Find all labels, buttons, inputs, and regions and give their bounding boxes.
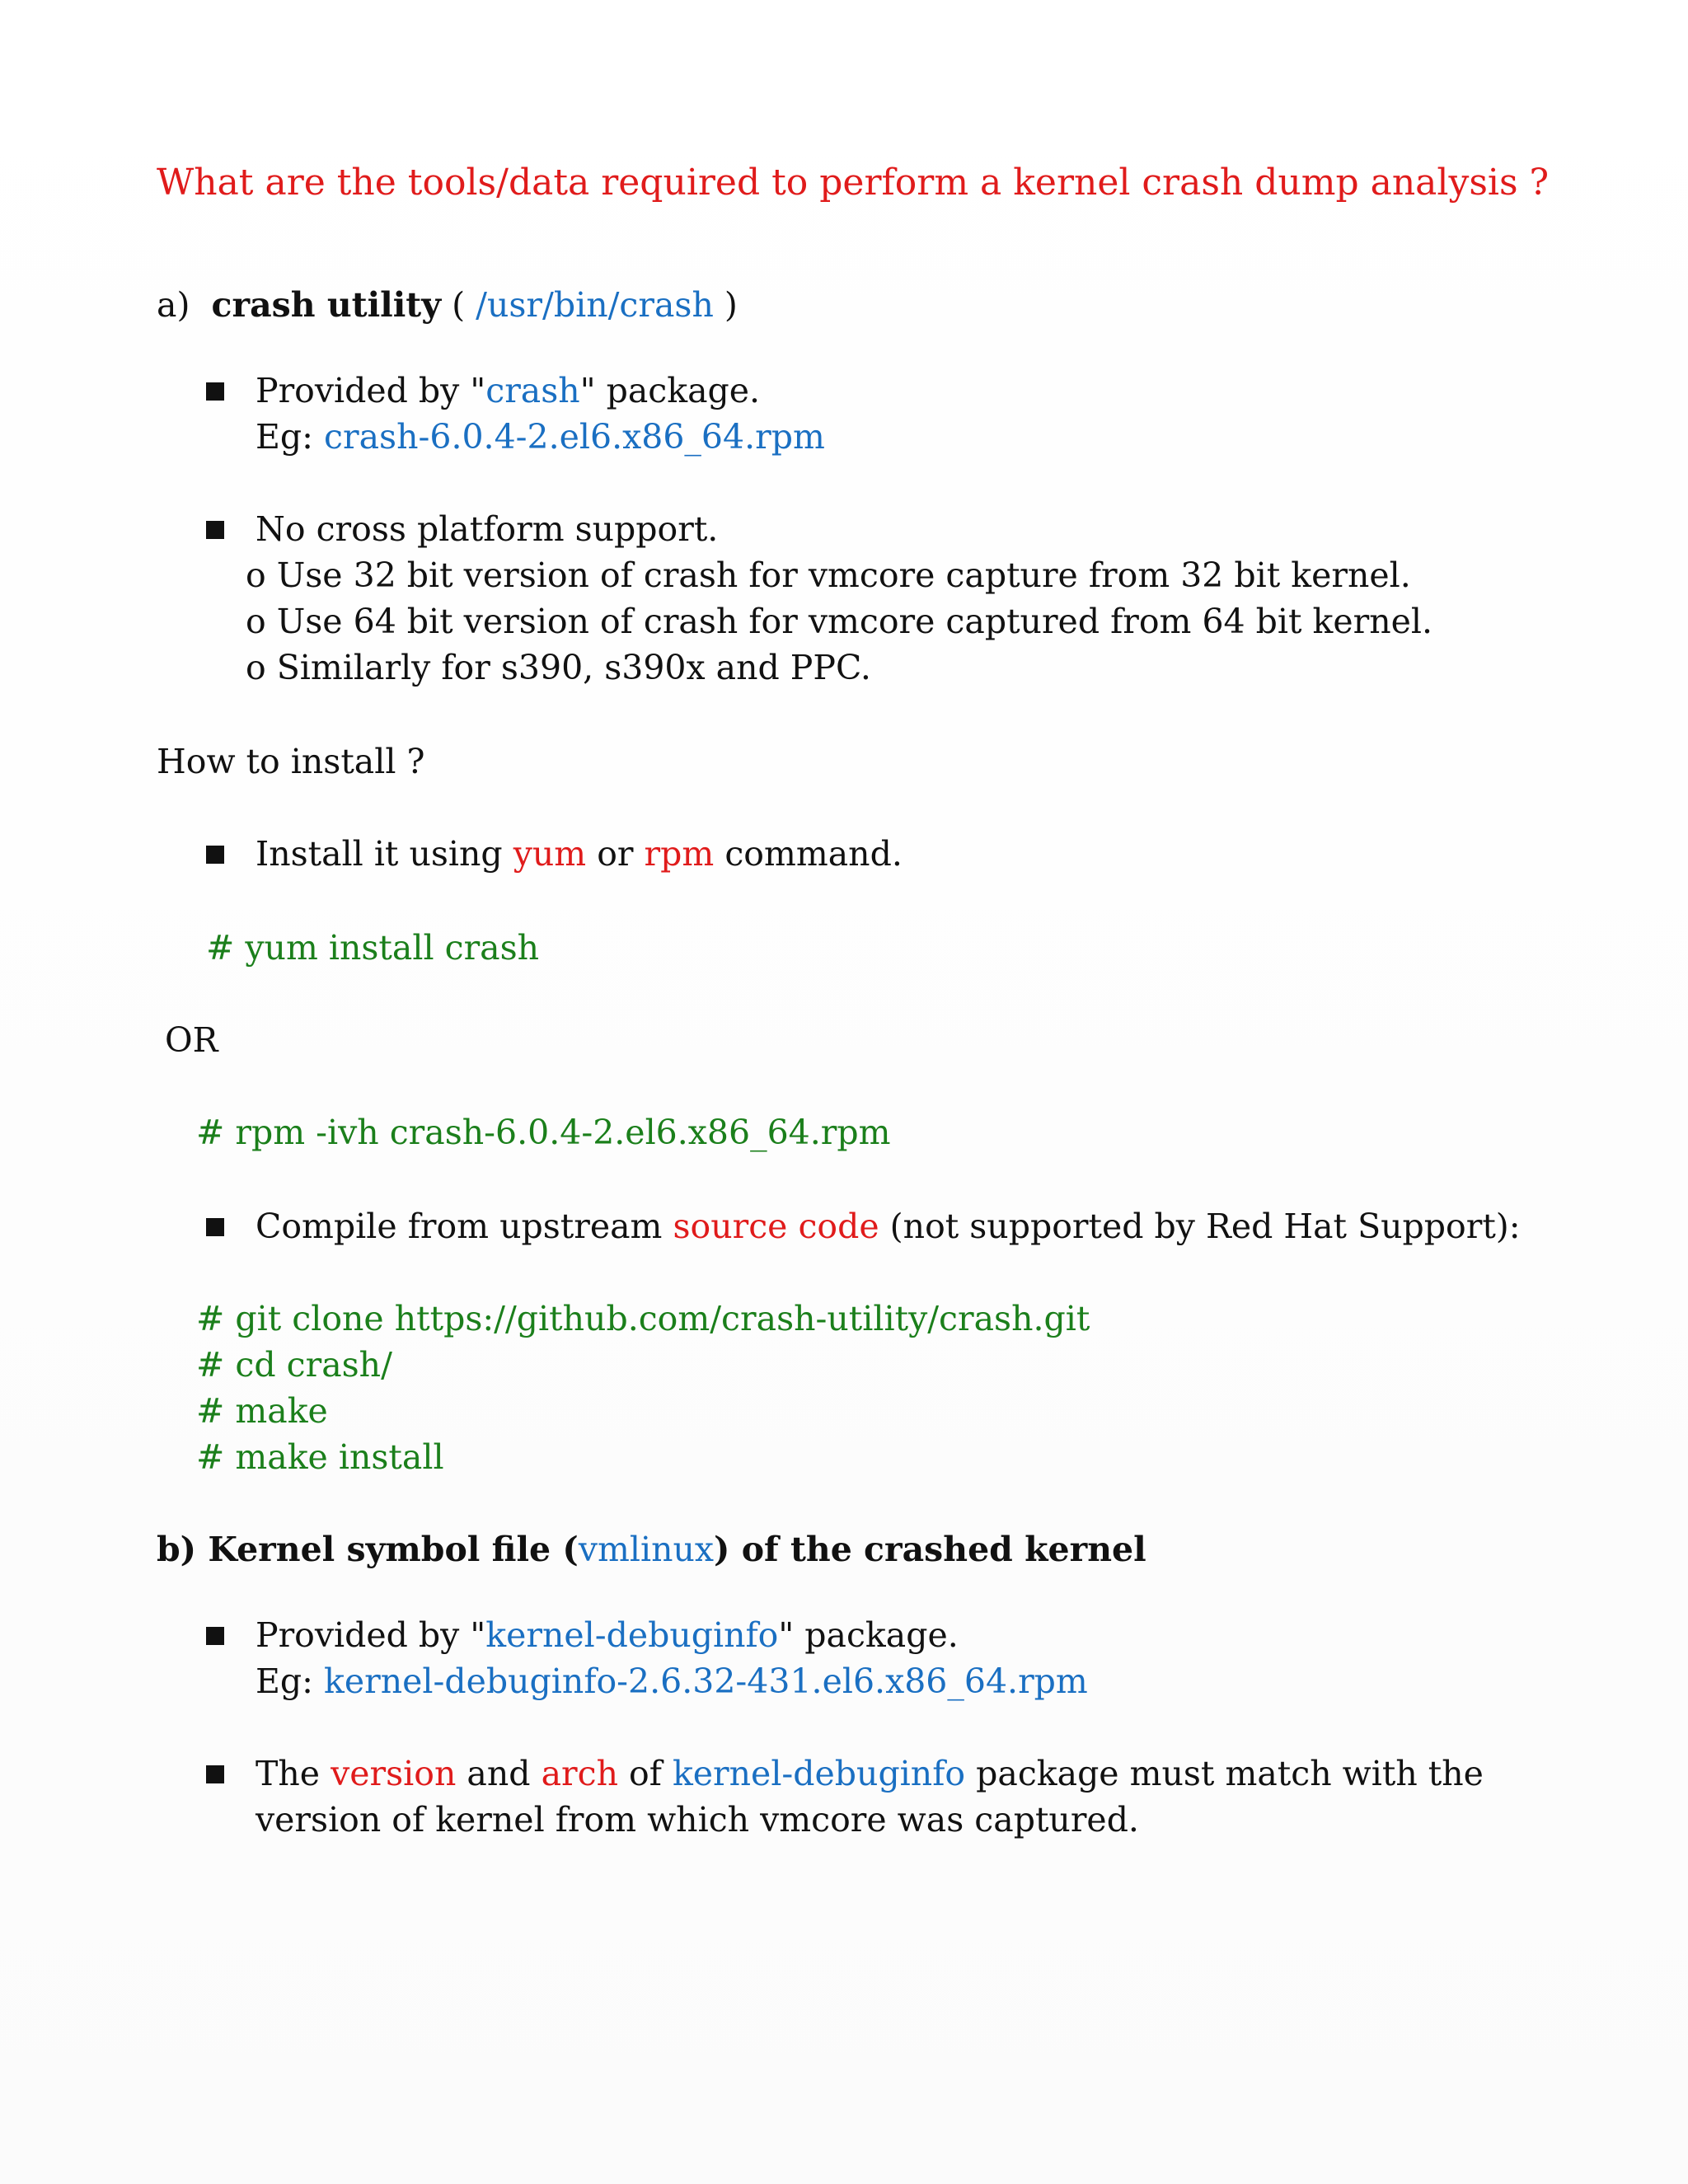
section-b-vmlinux: vmlinux xyxy=(578,1530,715,1569)
bullet-2-subitem-3: o Similarly for s390, s390x and PPC. xyxy=(246,648,871,687)
section-b-pre: b) Kernel symbol file ( xyxy=(157,1530,579,1569)
bullet-1-line-2 xyxy=(256,414,825,460)
bullet-3-or: or xyxy=(597,834,634,874)
section-a-heading xyxy=(157,282,738,328)
bullet-6-line-2: version of kernel from which vmcore was captured. xyxy=(256,1800,1139,1840)
bullet-6-line-1 xyxy=(256,1750,1484,1797)
bullet-1-eg: Eg: xyxy=(256,417,313,457)
bullet-2-subitem-2: o Use 64 bit version of crash for vmcore captured from 64 bit kernel. xyxy=(246,602,1433,641)
bullet-4-source-code: source code xyxy=(673,1207,879,1246)
bullet-1-line-1 xyxy=(256,368,760,414)
bullet-square-icon xyxy=(206,846,224,864)
bullet-6-and: and xyxy=(467,1754,531,1793)
git-command-2: # cd crash/ xyxy=(196,1345,392,1385)
bullet-6-package: kernel-debuginfo xyxy=(672,1754,966,1793)
bullet-6-pre: The xyxy=(256,1754,321,1793)
section-a-title: crash utility xyxy=(211,285,442,325)
section-a-path: /usr/bin/crash xyxy=(476,285,714,325)
bullet-4-text xyxy=(256,1203,1521,1249)
bullet-3-yum: yum xyxy=(513,834,587,874)
bullet-4-post: (not supported by Red Hat Support): xyxy=(889,1207,1521,1246)
git-command-3: # make xyxy=(196,1391,328,1431)
bullet-5-line-1 xyxy=(256,1612,959,1658)
bullet-6-of: of xyxy=(629,1754,662,1793)
bullet-5-line-2 xyxy=(256,1658,1088,1704)
bullet-5-pre: Provided by " xyxy=(256,1615,486,1655)
bullet-1-post: " package. xyxy=(579,371,761,410)
bullet-6-version: version xyxy=(331,1754,457,1793)
bullet-square-icon xyxy=(206,1627,224,1645)
section-b-heading xyxy=(157,1526,1146,1572)
bullet-3-rpm: rpm xyxy=(644,834,715,874)
bullet-5-rpm: kernel-debuginfo-2.6.32-431.el6.x86_64.rpm xyxy=(324,1661,1088,1701)
bullet-1-package: crash xyxy=(485,371,580,410)
bullet-square-icon xyxy=(206,382,224,401)
bullet-3-post: command. xyxy=(724,834,903,874)
bullet-3-text xyxy=(256,831,903,877)
bullet-6-arch: arch xyxy=(541,1754,618,1793)
bullet-square-icon xyxy=(206,521,224,539)
bullet-square-icon xyxy=(206,1765,224,1783)
bullet-2-text: No cross platform support. xyxy=(256,509,719,549)
bullet-3-pre: Install it using xyxy=(256,834,503,874)
bullet-5-post: " package. xyxy=(778,1615,959,1655)
how-to-install-heading: How to install ? xyxy=(157,742,425,781)
bullet-1-pre: Provided by " xyxy=(256,371,486,410)
section-b-post: ) of the crashed kernel xyxy=(714,1530,1146,1569)
git-command-4: # make install xyxy=(196,1437,444,1477)
section-a-paren-open: ( xyxy=(452,285,466,325)
section-a-paren-close: ) xyxy=(724,285,738,325)
bullet-2-subitem-1: o Use 32 bit version of crash for vmcore capture from 32 bit kernel. xyxy=(246,555,1411,595)
or-text: OR xyxy=(165,1020,218,1060)
rpm-command: # rpm -ivh crash-6.0.4-2.el6.x86_64.rpm xyxy=(196,1113,891,1152)
bullet-4-pre: Compile from upstream xyxy=(256,1207,663,1246)
page-title: What are the tools/data required to perform a kernel crash dump analysis ? xyxy=(157,162,1550,204)
bullet-5-eg: Eg: xyxy=(256,1661,313,1701)
git-command-1: # git clone https://github.com/crash-utility/crash.git xyxy=(196,1299,1090,1338)
bullet-square-icon xyxy=(206,1218,224,1236)
bullet-6-post: package must match with the xyxy=(976,1754,1484,1793)
yum-command: # yum install crash xyxy=(206,928,540,968)
bullet-1-rpm: crash-6.0.4-2.el6.x86_64.rpm xyxy=(324,417,825,457)
bullet-5-package: kernel-debuginfo xyxy=(485,1615,779,1655)
section-a-prefix: a) xyxy=(157,285,190,325)
